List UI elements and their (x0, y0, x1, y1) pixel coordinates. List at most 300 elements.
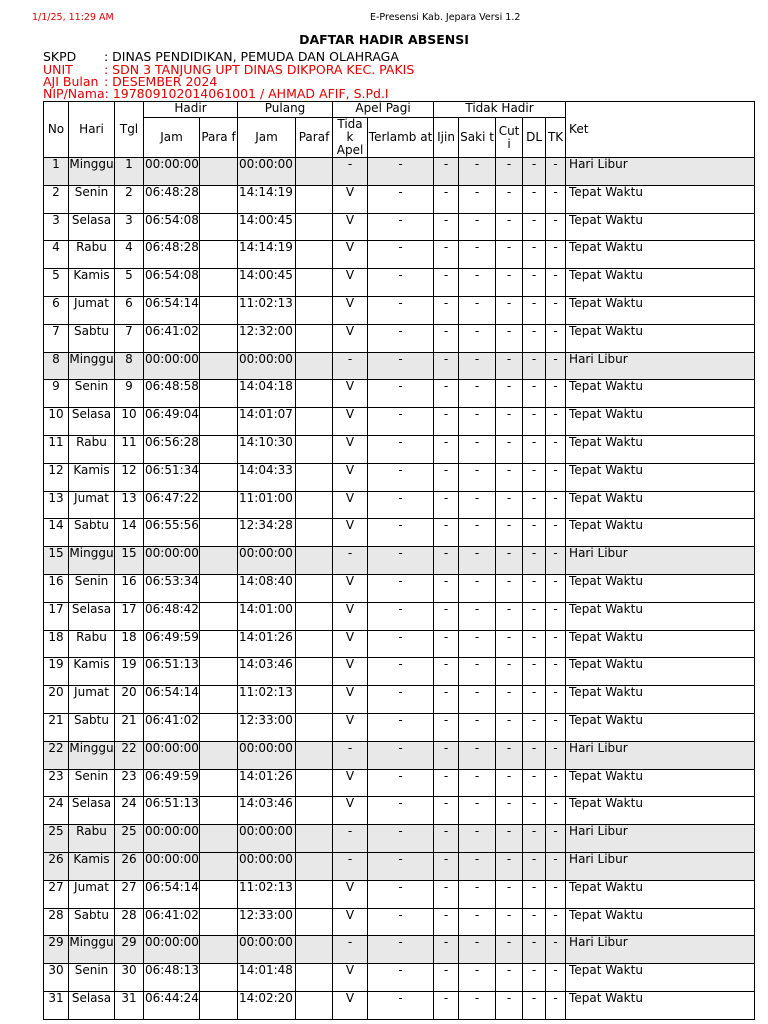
cell-jam-pulang: 00:00:00 (238, 852, 296, 880)
cell-no: 2 (44, 185, 69, 213)
cell-terlambat: - (368, 936, 434, 964)
cell-jam-hadir: 06:48:28 (144, 185, 200, 213)
cell-cuti: - (496, 408, 523, 436)
cell-jam-hadir: 06:48:28 (144, 241, 200, 269)
cell-tidak-apel: V (333, 602, 368, 630)
cell-jam-hadir: 00:00:00 (144, 352, 200, 380)
cell-no: 24 (44, 797, 69, 825)
cell-dl: - (523, 352, 546, 380)
cell-jam-hadir: 00:00:00 (144, 741, 200, 769)
cell-dl: - (523, 463, 546, 491)
cell-sakit: - (459, 852, 496, 880)
cell-terlambat: - (368, 908, 434, 936)
cell-cuti: - (496, 880, 523, 908)
cell-paraf-pulang (296, 630, 333, 658)
cell-tk: - (546, 908, 566, 936)
cell-dl: - (523, 658, 546, 686)
cell-ket: Hari Libur (566, 352, 755, 380)
cell-sakit: - (459, 185, 496, 213)
cell-jam-hadir: 00:00:00 (144, 852, 200, 880)
cell-terlambat: - (368, 797, 434, 825)
table-row (44, 324, 755, 352)
cell-jam-pulang: 00:00:00 (238, 158, 296, 186)
col-jam-pulang: Jam (238, 118, 296, 158)
cell-ijin: - (434, 686, 459, 714)
app-name: E-Presensi Kab. Jepara Versi 1.2 (370, 12, 521, 23)
table-row (44, 741, 755, 769)
cell-paraf-hadir (200, 491, 238, 519)
cell-terlambat: - (368, 296, 434, 324)
cell-ijin: - (434, 936, 459, 964)
col-terlambat: Terlamb at (368, 118, 434, 158)
cell-tk: - (546, 936, 566, 964)
cell-sakit: - (459, 658, 496, 686)
cell-ijin: - (434, 825, 459, 853)
cell-tgl: 31 (115, 991, 144, 1019)
cell-cuti: - (496, 185, 523, 213)
cell-sakit: - (459, 880, 496, 908)
col-paraf-hadir: Para f (200, 118, 238, 158)
table-row (44, 269, 755, 297)
cell-no: 8 (44, 352, 69, 380)
cell-sakit: - (459, 519, 496, 547)
cell-no: 27 (44, 880, 69, 908)
cell-paraf-hadir (200, 991, 238, 1019)
cell-jam-hadir: 00:00:00 (144, 936, 200, 964)
table-row (44, 158, 755, 186)
col-sakit: Saki t (459, 118, 496, 158)
cell-ijin: - (434, 908, 459, 936)
col-dl: DL (523, 118, 546, 158)
table-row (44, 797, 755, 825)
cell-hari: Selasa (69, 602, 115, 630)
table-row (44, 519, 755, 547)
cell-paraf-pulang (296, 713, 333, 741)
col-paraf-pulang: Paraf (296, 118, 333, 158)
cell-hari: Jumat (69, 880, 115, 908)
cell-paraf-pulang (296, 408, 333, 436)
cell-tidak-apel: V (333, 519, 368, 547)
cell-sakit: - (459, 352, 496, 380)
cell-jam-hadir: 06:51:13 (144, 797, 200, 825)
table-row (44, 491, 755, 519)
cell-sakit: - (459, 463, 496, 491)
cell-no: 1 (44, 158, 69, 186)
cell-ket: Hari Libur (566, 825, 755, 853)
cell-tgl: 24 (115, 797, 144, 825)
cell-paraf-hadir (200, 408, 238, 436)
cell-terlambat: - (368, 352, 434, 380)
cell-tidak-apel: - (333, 158, 368, 186)
cell-ijin: - (434, 713, 459, 741)
cell-tidak-apel: V (333, 491, 368, 519)
cell-dl: - (523, 852, 546, 880)
cell-ket: Tepat Waktu (566, 324, 755, 352)
cell-no: 15 (44, 547, 69, 575)
cell-dl: - (523, 630, 546, 658)
skpd-value: : DINAS PENDIDIKAN, PEMUDA DAN OLAHRAGA (104, 49, 399, 64)
cell-tgl: 25 (115, 825, 144, 853)
cell-dl: - (523, 380, 546, 408)
cell-cuti: - (496, 686, 523, 714)
cell-tidak-apel: V (333, 908, 368, 936)
cell-dl: - (523, 991, 546, 1019)
cell-dl: - (523, 324, 546, 352)
cell-hari: Minggu (69, 741, 115, 769)
cell-jam-pulang: 14:03:46 (238, 797, 296, 825)
cell-tgl: 11 (115, 435, 144, 463)
cell-paraf-pulang (296, 686, 333, 714)
table-row (44, 435, 755, 463)
col-group-hadir: Hadir (144, 102, 238, 118)
cell-paraf-hadir (200, 241, 238, 269)
cell-dl: - (523, 713, 546, 741)
cell-cuti: - (496, 630, 523, 658)
cell-cuti: - (496, 547, 523, 575)
cell-cuti: - (496, 658, 523, 686)
cell-hari: Senin (69, 964, 115, 992)
cell-jam-pulang: 14:04:18 (238, 380, 296, 408)
cell-terlambat: - (368, 574, 434, 602)
cell-paraf-pulang (296, 463, 333, 491)
table-row (44, 964, 755, 992)
cell-tk: - (546, 797, 566, 825)
cell-no: 3 (44, 213, 69, 241)
cell-paraf-pulang (296, 158, 333, 186)
month-value: : DESEMBER 2024 (104, 74, 218, 89)
cell-jam-pulang: 14:08:40 (238, 574, 296, 602)
cell-ijin: - (434, 991, 459, 1019)
cell-tidak-apel: V (333, 713, 368, 741)
table-row (44, 463, 755, 491)
cell-terlambat: - (368, 769, 434, 797)
cell-dl: - (523, 296, 546, 324)
cell-tk: - (546, 213, 566, 241)
cell-tk: - (546, 463, 566, 491)
cell-tk: - (546, 658, 566, 686)
cell-terlambat: - (368, 435, 434, 463)
cell-jam-hadir: 00:00:00 (144, 825, 200, 853)
cell-ijin: - (434, 269, 459, 297)
cell-paraf-hadir (200, 880, 238, 908)
cell-cuti: - (496, 352, 523, 380)
nip-line: NIP/Nama: 197809102014061001 / AHMAD AFIF, S.Pd.I (43, 86, 389, 101)
cell-jam-hadir: 06:44:24 (144, 991, 200, 1019)
cell-ket: Hari Libur (566, 547, 755, 575)
cell-ket: Tepat Waktu (566, 241, 755, 269)
skpd-label: SKPD (43, 49, 77, 64)
cell-tidak-apel: - (333, 936, 368, 964)
unit-value: : SDN 3 TANJUNG UPT DINAS DIKPORA KEC. PAKIS (104, 62, 415, 77)
cell-cuti: - (496, 158, 523, 186)
cell-cuti: - (496, 241, 523, 269)
table-row (44, 296, 755, 324)
cell-hari: Minggu (69, 936, 115, 964)
cell-ijin: - (434, 797, 459, 825)
cell-tgl: 12 (115, 463, 144, 491)
cell-jam-hadir: 06:41:02 (144, 713, 200, 741)
cell-tk: - (546, 324, 566, 352)
cell-no: 30 (44, 964, 69, 992)
cell-paraf-hadir (200, 602, 238, 630)
cell-tidak-apel: V (333, 269, 368, 297)
cell-ijin: - (434, 519, 459, 547)
cell-hari: Rabu (69, 241, 115, 269)
table-row (44, 852, 755, 880)
cell-ijin: - (434, 435, 459, 463)
cell-ket: Tepat Waktu (566, 269, 755, 297)
cell-sakit: - (459, 797, 496, 825)
cell-paraf-pulang (296, 491, 333, 519)
cell-tk: - (546, 185, 566, 213)
cell-dl: - (523, 964, 546, 992)
cell-cuti: - (496, 296, 523, 324)
cell-ijin: - (434, 324, 459, 352)
cell-tidak-apel: V (333, 797, 368, 825)
cell-jam-hadir: 06:54:08 (144, 213, 200, 241)
cell-ket: Tepat Waktu (566, 991, 755, 1019)
unit-label: UNIT (43, 62, 73, 77)
cell-hari: Kamis (69, 852, 115, 880)
cell-ijin: - (434, 408, 459, 436)
cell-tgl: 3 (115, 213, 144, 241)
cell-ijin: - (434, 380, 459, 408)
cell-paraf-pulang (296, 991, 333, 1019)
cell-dl: - (523, 602, 546, 630)
cell-paraf-hadir (200, 352, 238, 380)
cell-dl: - (523, 408, 546, 436)
cell-no: 21 (44, 713, 69, 741)
cell-sakit: - (459, 686, 496, 714)
cell-ket: Hari Libur (566, 158, 755, 186)
cell-hari: Minggu (69, 547, 115, 575)
cell-tk: - (546, 408, 566, 436)
cell-paraf-pulang (296, 741, 333, 769)
cell-jam-hadir: 06:49:59 (144, 630, 200, 658)
cell-paraf-hadir (200, 658, 238, 686)
cell-terlambat: - (368, 463, 434, 491)
cell-no: 6 (44, 296, 69, 324)
cell-paraf-pulang (296, 574, 333, 602)
cell-cuti: - (496, 213, 523, 241)
cell-jam-hadir: 06:48:42 (144, 602, 200, 630)
cell-dl: - (523, 686, 546, 714)
cell-paraf-hadir (200, 213, 238, 241)
table-row (44, 713, 755, 741)
cell-jam-pulang: 12:33:00 (238, 713, 296, 741)
cell-tgl: 16 (115, 574, 144, 602)
cell-paraf-pulang (296, 852, 333, 880)
cell-sakit: - (459, 991, 496, 1019)
cell-tidak-apel: - (333, 547, 368, 575)
cell-sakit: - (459, 380, 496, 408)
cell-tidak-apel: V (333, 769, 368, 797)
attendance-table (43, 101, 755, 1020)
cell-ijin: - (434, 852, 459, 880)
cell-ijin: - (434, 158, 459, 186)
cell-paraf-hadir (200, 686, 238, 714)
cell-terlambat: - (368, 686, 434, 714)
cell-ket: Tepat Waktu (566, 658, 755, 686)
cell-terlambat: - (368, 380, 434, 408)
cell-jam-hadir: 06:54:08 (144, 269, 200, 297)
cell-dl: - (523, 825, 546, 853)
print-timestamp: 1/1/25, 11:29 AM (32, 12, 114, 23)
cell-terlambat: - (368, 269, 434, 297)
cell-dl: - (523, 269, 546, 297)
cell-tgl: 10 (115, 408, 144, 436)
cell-no: 7 (44, 324, 69, 352)
cell-ket: Tepat Waktu (566, 185, 755, 213)
cell-tidak-apel: V (333, 241, 368, 269)
cell-jam-hadir: 06:55:56 (144, 519, 200, 547)
cell-no: 26 (44, 852, 69, 880)
cell-ket: Tepat Waktu (566, 630, 755, 658)
cell-cuti: - (496, 324, 523, 352)
cell-ket: Hari Libur (566, 741, 755, 769)
cell-tidak-apel: V (333, 213, 368, 241)
cell-paraf-hadir (200, 519, 238, 547)
cell-paraf-hadir (200, 435, 238, 463)
cell-tgl: 29 (115, 936, 144, 964)
cell-sakit: - (459, 491, 496, 519)
cell-hari: Sabtu (69, 908, 115, 936)
cell-ket: Hari Libur (566, 852, 755, 880)
cell-sakit: - (459, 435, 496, 463)
col-ijin: Ijin (434, 118, 459, 158)
cell-hari: Rabu (69, 630, 115, 658)
cell-paraf-pulang (296, 519, 333, 547)
table-row (44, 185, 755, 213)
cell-paraf-pulang (296, 602, 333, 630)
cell-jam-pulang: 12:34:28 (238, 519, 296, 547)
cell-cuti: - (496, 602, 523, 630)
cell-no: 5 (44, 269, 69, 297)
cell-paraf-hadir (200, 936, 238, 964)
cell-ket: Tepat Waktu (566, 519, 755, 547)
cell-sakit: - (459, 296, 496, 324)
cell-jam-hadir: 00:00:00 (144, 158, 200, 186)
cell-jam-pulang: 12:33:00 (238, 908, 296, 936)
cell-jam-pulang: 14:01:26 (238, 769, 296, 797)
cell-ket: Tepat Waktu (566, 908, 755, 936)
cell-hari: Senin (69, 380, 115, 408)
cell-terlambat: - (368, 880, 434, 908)
cell-terlambat: - (368, 964, 434, 992)
cell-hari: Sabtu (69, 519, 115, 547)
cell-hari: Selasa (69, 213, 115, 241)
table-row (44, 936, 755, 964)
cell-jam-pulang: 14:02:20 (238, 991, 296, 1019)
cell-tgl: 18 (115, 630, 144, 658)
cell-dl: - (523, 908, 546, 936)
cell-dl: - (523, 936, 546, 964)
cell-no: 28 (44, 908, 69, 936)
cell-hari: Selasa (69, 991, 115, 1019)
cell-sakit: - (459, 408, 496, 436)
cell-paraf-pulang (296, 908, 333, 936)
cell-paraf-pulang (296, 769, 333, 797)
cell-tk: - (546, 880, 566, 908)
cell-cuti: - (496, 574, 523, 602)
cell-dl: - (523, 797, 546, 825)
cell-tk: - (546, 769, 566, 797)
table-row (44, 352, 755, 380)
cell-tidak-apel: V (333, 574, 368, 602)
cell-tidak-apel: - (333, 852, 368, 880)
col-hari: Hari (69, 102, 115, 158)
cell-paraf-hadir (200, 269, 238, 297)
cell-dl: - (523, 213, 546, 241)
cell-paraf-pulang (296, 352, 333, 380)
cell-no: 20 (44, 686, 69, 714)
cell-cuti: - (496, 908, 523, 936)
cell-dl: - (523, 241, 546, 269)
col-jam-hadir: Jam (144, 118, 200, 158)
cell-jam-pulang: 00:00:00 (238, 936, 296, 964)
cell-terlambat: - (368, 825, 434, 853)
cell-tgl: 8 (115, 352, 144, 380)
cell-sakit: - (459, 269, 496, 297)
cell-paraf-pulang (296, 964, 333, 992)
cell-jam-pulang: 00:00:00 (238, 741, 296, 769)
cell-dl: - (523, 880, 546, 908)
cell-no: 29 (44, 936, 69, 964)
cell-tgl: 17 (115, 602, 144, 630)
cell-ket: Tepat Waktu (566, 213, 755, 241)
cell-no: 9 (44, 380, 69, 408)
cell-ijin: - (434, 241, 459, 269)
page-title: DAFTAR HADIR ABSENSI (299, 32, 469, 47)
cell-tgl: 20 (115, 686, 144, 714)
cell-hari: Kamis (69, 463, 115, 491)
cell-terlambat: - (368, 324, 434, 352)
cell-cuti: - (496, 769, 523, 797)
cell-jam-pulang: 14:00:45 (238, 269, 296, 297)
cell-paraf-pulang (296, 241, 333, 269)
cell-tidak-apel: V (333, 435, 368, 463)
cell-jam-pulang: 14:14:19 (238, 185, 296, 213)
table-row (44, 658, 755, 686)
cell-tgl: 1 (115, 158, 144, 186)
cell-tidak-apel: V (333, 630, 368, 658)
cell-tk: - (546, 435, 566, 463)
attendance-rows (44, 158, 755, 1020)
cell-tidak-apel: V (333, 880, 368, 908)
cell-jam-pulang: 14:00:45 (238, 213, 296, 241)
cell-paraf-hadir (200, 797, 238, 825)
cell-jam-hadir: 06:54:14 (144, 296, 200, 324)
table-row (44, 769, 755, 797)
cell-paraf-hadir (200, 547, 238, 575)
cell-jam-pulang: 14:01:26 (238, 630, 296, 658)
cell-no: 14 (44, 519, 69, 547)
cell-jam-hadir: 06:49:04 (144, 408, 200, 436)
cell-sakit: - (459, 741, 496, 769)
cell-jam-pulang: 14:10:30 (238, 435, 296, 463)
cell-terlambat: - (368, 547, 434, 575)
cell-tidak-apel: - (333, 352, 368, 380)
cell-sakit: - (459, 602, 496, 630)
col-tk: TK (546, 118, 566, 158)
cell-hari: Minggu (69, 158, 115, 186)
cell-tk: - (546, 602, 566, 630)
cell-hari: Kamis (69, 269, 115, 297)
cell-tgl: 15 (115, 547, 144, 575)
cell-tk: - (546, 352, 566, 380)
col-tidak-apel: Tida k Apel (333, 118, 368, 158)
cell-terlambat: - (368, 158, 434, 186)
